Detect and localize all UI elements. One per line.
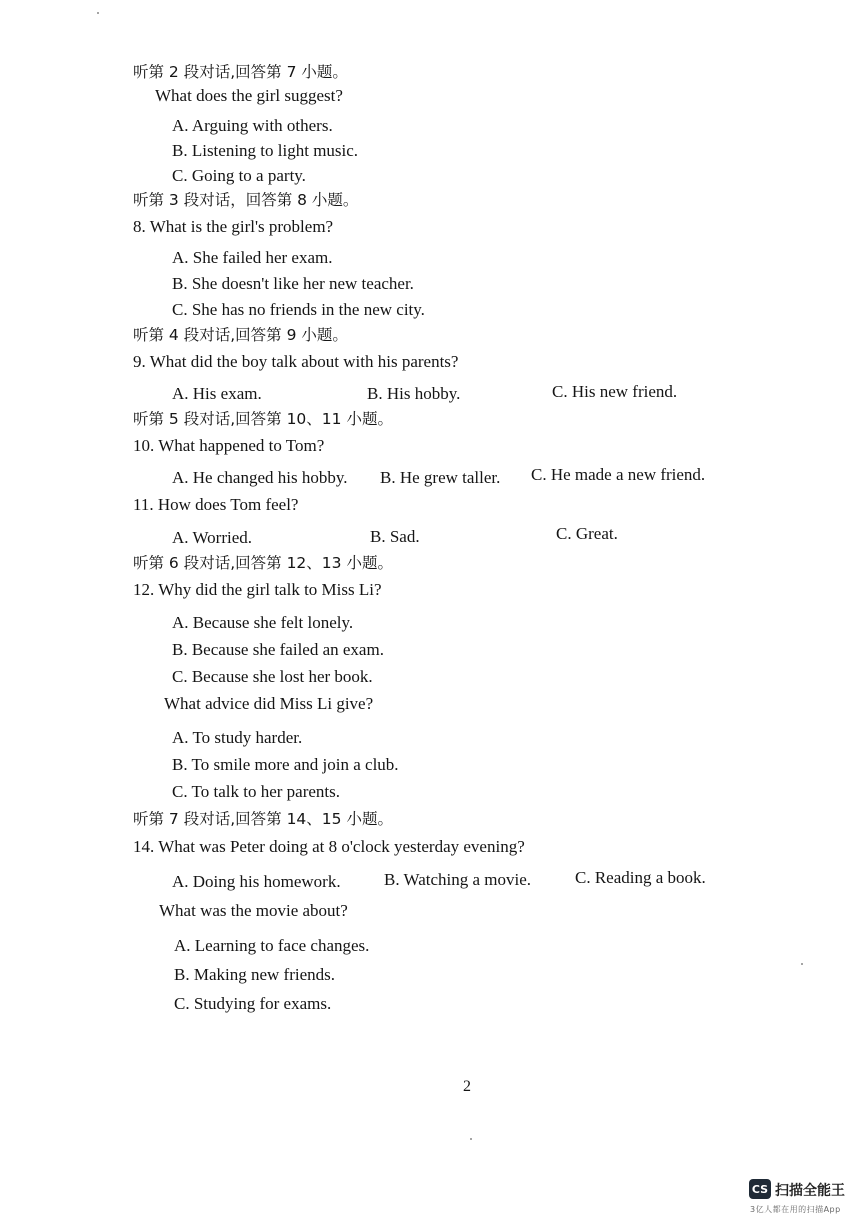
question-9-text: 9. What did the boy talk about with his parents? xyxy=(133,352,459,371)
question-12-option-a: A. Because she felt lonely. xyxy=(172,613,354,632)
question-11-option-b: B. Sad. xyxy=(370,527,420,546)
question-10-option-c: C. He made a new friend. xyxy=(531,465,706,484)
question-7-option-a: A. Arguing with others. xyxy=(172,116,333,135)
question-14-option-c: C. Reading a book. xyxy=(575,868,706,887)
question-13-option-a: A. To study harder. xyxy=(172,728,303,747)
camscanner-app-name: 扫描全能王 xyxy=(775,1183,845,1199)
section-header-3: 听第 3 段对话，回答第 8 小题。 xyxy=(133,191,359,209)
section-header-7: 听第 7 段对话,回答第 14、15 小题。 xyxy=(133,810,393,828)
question-15-option-c: C. Studying for exams. xyxy=(174,994,332,1013)
question-7-option-c: C. Going to a party. xyxy=(172,166,306,185)
scan-speck xyxy=(470,1138,472,1140)
section-header-6: 听第 6 段对话,回答第 12、13 小题。 xyxy=(133,554,393,572)
question-13-text: What advice did Miss Li give? xyxy=(164,694,374,713)
question-11-option-c: C. Great. xyxy=(556,524,618,543)
question-15-option-b: B. Making new friends. xyxy=(174,965,336,984)
camscanner-logo-icon: CS xyxy=(749,1179,771,1199)
page-number: 2 xyxy=(463,1078,471,1095)
camscanner-tagline: 3亿人都在用的扫描App xyxy=(750,1205,841,1214)
question-8-option-c: C. She has no friends in the new city. xyxy=(172,300,425,319)
question-14-text: 14. What was Peter doing at 8 o'clock yesterday evening? xyxy=(133,837,525,856)
scan-speck xyxy=(801,963,803,965)
question-11-option-a: A. Worried. xyxy=(172,528,252,547)
question-11-text: 11. How does Tom feel? xyxy=(133,495,299,514)
section-header-5: 听第 5 段对话,回答第 10、11 小题。 xyxy=(133,410,393,428)
scan-speck xyxy=(97,12,99,14)
question-10-option-b: B. He grew taller. xyxy=(380,468,501,487)
question-12-text: 12. Why did the girl talk to Miss Li? xyxy=(133,580,382,599)
question-14-option-a: A. Doing his homework. xyxy=(172,872,341,891)
question-8-option-a: A. She failed her exam. xyxy=(172,248,333,267)
question-8-option-b: B. She doesn't like her new teacher. xyxy=(172,274,414,293)
question-13-option-c: C. To talk to her parents. xyxy=(172,782,340,801)
question-7-option-b: B. Listening to light music. xyxy=(172,141,359,160)
question-15-option-a: A. Learning to face changes. xyxy=(174,936,370,955)
question-10-option-a: A. He changed his hobby. xyxy=(172,468,348,487)
question-10-text: 10. What happened to Tom? xyxy=(133,436,325,455)
section-header-2: 听第 2 段对话,回答第 7 小题。 xyxy=(133,63,348,81)
question-9-option-a: A. His exam. xyxy=(172,384,262,403)
question-12-option-b: B. Because she failed an exam. xyxy=(172,640,384,659)
question-14-option-b: B. Watching a movie. xyxy=(384,870,532,889)
question-7-text: What does the girl suggest? xyxy=(155,86,343,105)
question-15-text: What was the movie about? xyxy=(159,901,348,920)
question-12-option-c: C. Because she lost her book. xyxy=(172,667,373,686)
section-header-4: 听第 4 段对话,回答第 9 小题。 xyxy=(133,326,348,344)
question-13-option-b: B. To smile more and join a club. xyxy=(172,755,399,774)
question-8-text: 8. What is the girl's problem? xyxy=(133,217,334,236)
question-9-option-c: C. His new friend. xyxy=(552,382,678,401)
question-9-option-b: B. His hobby. xyxy=(367,384,461,403)
